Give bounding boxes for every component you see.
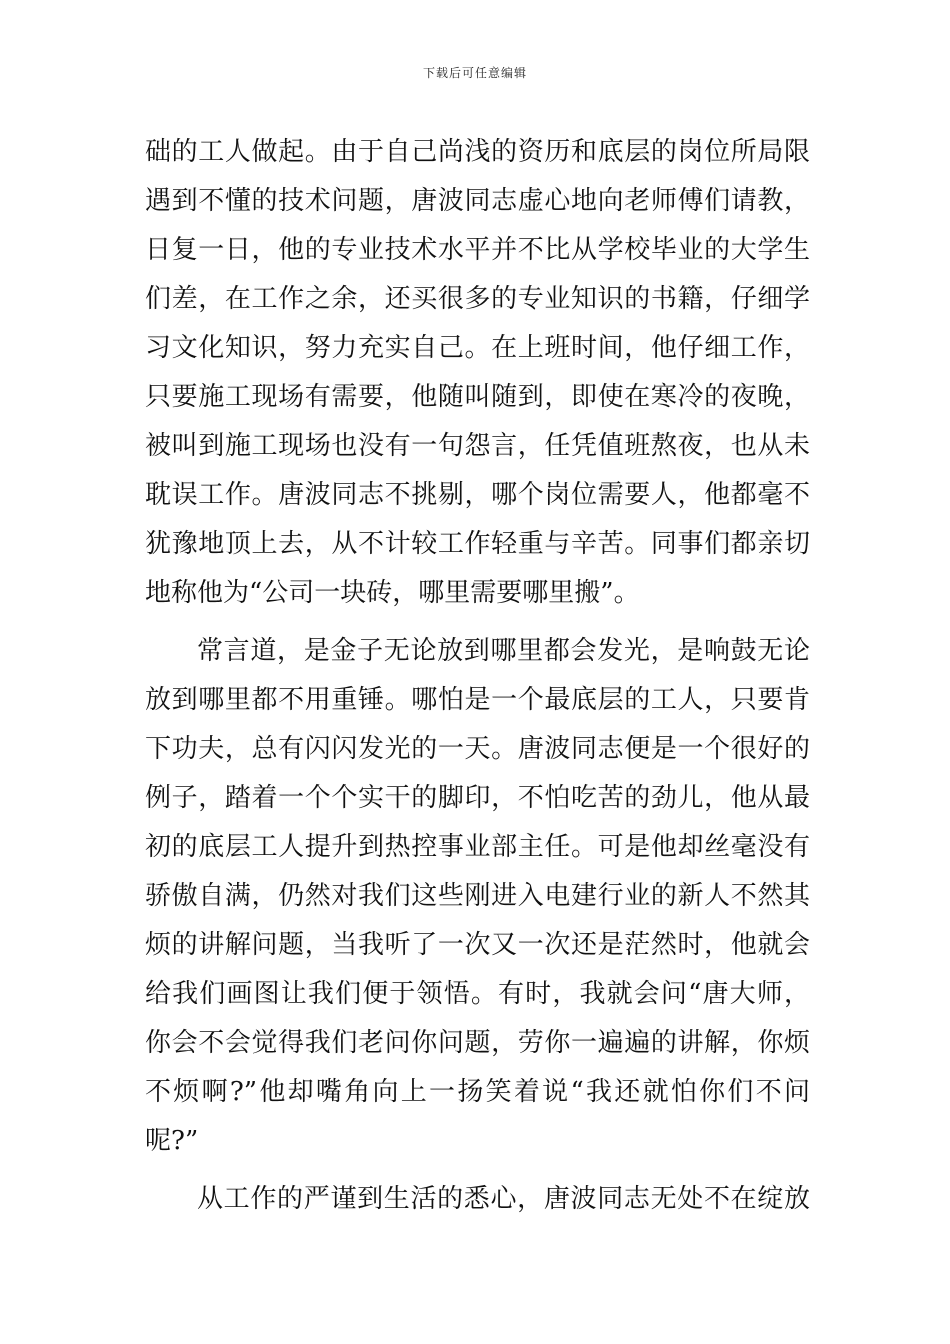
- text-line: 烦的讲解问题，当我听了一次又一次还是茫然时，他就会: [145, 930, 810, 960]
- text-line: 从工作的严谨到生活的悉心，唐波同志无处不在绽放: [197, 1184, 810, 1214]
- text-line: 犹豫地顶上去，从不计较工作轻重与辛苦。同事们都亲切: [145, 529, 810, 559]
- text-line: 习文化知识，努力充实自己。在上班时间，他仔细工作，: [145, 333, 810, 363]
- paragraph-2: [145, 627, 810, 1166]
- text-line: 你会不会觉得我们老问你问题，劳你一遍遍的讲解，你烦: [145, 1028, 810, 1058]
- text-line: 骄傲自满，仍然对我们这些刚进入电建行业的新人不然其: [145, 881, 810, 911]
- paragraph-1: [145, 128, 810, 618]
- text-line: 常言道，是金子无论放到哪里都会发光，是响鼓无论: [197, 636, 810, 666]
- text-line: 呢?”: [145, 1126, 199, 1156]
- page-header: 下载后可任意编辑: [422, 66, 527, 80]
- text-line: 例子，踏着一个个实干的脚印，不怕吃苦的劲儿，他从最: [145, 783, 810, 813]
- text-line: 初的底层工人提升到热控事业部主任。可是他却丝毫没有: [145, 832, 810, 862]
- paragraph-3: [145, 1175, 810, 1224]
- text-line: 础的工人做起。由于自己尚浅的资历和底层的岗位所局限: [145, 137, 810, 167]
- text-line: 给我们画图让我们便于领悟。有时，我就会问“唐大师，: [145, 979, 810, 1009]
- text-line: 被叫到施工现场也没有一句怨言，任凭值班熬夜，也从未: [145, 431, 810, 461]
- text-line: 地称他为“公司一块砖，哪里需要哪里搬”。: [145, 578, 640, 608]
- text-line: 下功夫，总有闪闪发光的一天。唐波同志便是一个很好的: [145, 734, 810, 764]
- text-line: 们差，在工作之余，还买很多的专业知识的书籍，仔细学: [145, 284, 810, 314]
- text-line: 耽误工作。唐波同志不挑剔，哪个岗位需要人，他都毫不: [145, 480, 810, 510]
- text-line: 放到哪里都不用重锤。哪怕是一个最底层的工人，只要肯: [145, 685, 810, 715]
- text-line: 日复一日，他的专业技术水平并不比从学校毕业的大学生: [145, 235, 810, 265]
- text-line: 不烦啊?”他却嘴角向上一扬笑着说“我还就怕你们不问: [145, 1077, 810, 1107]
- text-line: 只要施工现场有需要，他随叫随到，即使在寒冷的夜晚，: [145, 382, 810, 412]
- text-line: 遇到不懂的技术问题，唐波同志虚心地向老师傅们请教，: [145, 186, 810, 216]
- document-body: [145, 128, 810, 1224]
